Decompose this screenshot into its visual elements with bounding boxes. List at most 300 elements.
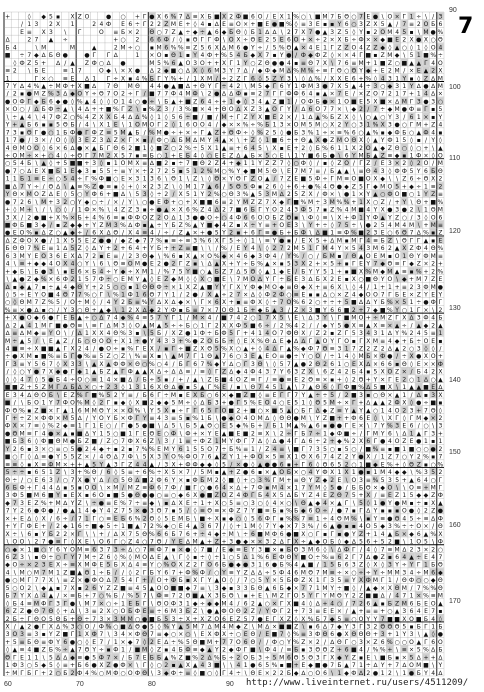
svg-text:%: % [77, 98, 83, 105]
svg-text:Y: Y [423, 291, 428, 298]
svg-text:%: % [430, 531, 436, 538]
svg-text:▪: ▪ [294, 214, 298, 221]
svg-text:Z: Z [388, 237, 392, 244]
svg-text:4: 4 [438, 122, 442, 129]
svg-text:▪: ▪ [323, 160, 327, 167]
svg-text:M: M [395, 222, 400, 229]
svg-text:Z: Z [337, 114, 341, 121]
svg-text:2: 2 [114, 245, 118, 252]
svg-text:M: M [257, 415, 262, 422]
svg-text:5: 5 [92, 461, 96, 468]
svg-text:\: \ [331, 214, 334, 221]
svg-text:Θ: Θ [142, 253, 147, 260]
svg-text:Y: Y [41, 531, 46, 538]
svg-text:Θ: Θ [344, 14, 349, 21]
svg-text:X: X [128, 230, 132, 237]
svg-text:3: 3 [294, 222, 298, 229]
svg-text:◊: ◊ [309, 400, 312, 407]
svg-text:%: % [373, 446, 379, 453]
svg-text:5: 5 [265, 75, 269, 82]
svg-text:Б: Б [287, 469, 291, 476]
svg-text:Г: Г [100, 322, 104, 329]
svg-text:Е: Е [150, 261, 154, 268]
svg-text:▪: ▪ [143, 207, 147, 214]
svg-text:Z: Z [27, 60, 31, 67]
svg-text:4: 4 [208, 315, 212, 322]
svg-text:≡: ≡ [92, 322, 97, 329]
svg-text:2: 2 [280, 207, 284, 214]
svg-text:5: 5 [345, 222, 349, 229]
svg-text:/: / [43, 183, 46, 190]
svg-text:Г: Г [316, 531, 320, 538]
svg-text:5: 5 [251, 515, 255, 522]
svg-text:\: \ [93, 122, 96, 129]
svg-text:2: 2 [345, 461, 349, 468]
svg-text:M: M [243, 276, 248, 283]
svg-text:●: ● [63, 52, 68, 59]
svg-text:▲: ▲ [200, 539, 205, 546]
svg-text:7: 7 [294, 29, 298, 36]
svg-text:1: 1 [381, 407, 385, 414]
svg-text:÷: ÷ [322, 508, 327, 515]
svg-text:Z: Z [229, 492, 233, 499]
svg-text:4: 4 [208, 531, 212, 538]
svg-text:●: ● [272, 461, 277, 468]
svg-text:Θ: Θ [128, 477, 133, 484]
svg-text:◆: ◆ [164, 68, 169, 75]
svg-text:≡: ≡ [402, 268, 407, 275]
svg-text:Y: Y [185, 268, 190, 275]
svg-text:÷: ÷ [351, 222, 356, 229]
svg-text:◊: ◊ [323, 546, 326, 553]
svg-text:∆: ∆ [106, 230, 112, 237]
svg-text:Z: Z [265, 446, 269, 453]
svg-text:3: 3 [164, 461, 168, 468]
svg-text:\: \ [194, 299, 197, 306]
svg-text:▪: ▪ [323, 21, 327, 28]
svg-text:%: % [387, 299, 393, 306]
svg-text:%: % [257, 261, 263, 268]
svg-text:X: X [373, 21, 377, 28]
svg-text:◊: ◊ [223, 477, 226, 484]
svg-text:Z: Z [345, 44, 349, 51]
svg-text:Е: Е [222, 384, 226, 391]
svg-text:4: 4 [136, 315, 140, 322]
svg-text:÷: ÷ [63, 37, 68, 44]
svg-text:+: + [423, 199, 428, 206]
svg-text:×: × [344, 245, 349, 252]
svg-text:7: 7 [229, 315, 233, 322]
svg-text:5: 5 [345, 83, 349, 90]
svg-text:\: \ [122, 122, 125, 129]
svg-text:○: ○ [55, 176, 60, 183]
svg-text:Ф: Ф [373, 214, 378, 221]
svg-text:■: ■ [430, 199, 436, 206]
svg-text:◊: ◊ [194, 546, 197, 553]
svg-text:●: ● [41, 268, 46, 275]
svg-text:1: 1 [49, 469, 53, 476]
svg-text:∆: ∆ [185, 14, 191, 21]
svg-text:X: X [208, 145, 212, 152]
svg-text:5: 5 [352, 245, 356, 252]
svg-text:●: ● [48, 315, 53, 322]
svg-text:Z: Z [85, 60, 89, 67]
svg-text:О: О [315, 106, 320, 113]
svg-text:Z: Z [373, 44, 377, 51]
svg-text:Z: Z [366, 21, 370, 28]
svg-text:\: \ [411, 469, 414, 476]
svg-text:\: \ [35, 199, 38, 206]
svg-text:Θ: Θ [424, 176, 429, 183]
svg-text:Θ: Θ [294, 546, 299, 553]
svg-text:+: + [185, 199, 190, 206]
svg-text:/: / [158, 230, 161, 237]
svg-text:Y: Y [120, 392, 125, 399]
svg-text:▲: ▲ [359, 253, 364, 260]
svg-text:/: / [43, 207, 46, 214]
svg-text:÷: ÷ [279, 276, 284, 283]
svg-text:÷: ÷ [193, 129, 198, 136]
svg-text:○: ○ [431, 477, 436, 484]
svg-text:M: M [56, 461, 61, 468]
svg-text:Θ: Θ [5, 477, 10, 484]
svg-text:X: X [345, 114, 349, 121]
svg-text:2: 2 [402, 346, 406, 353]
svg-text:◆: ◆ [229, 546, 234, 553]
svg-text:1: 1 [352, 191, 356, 198]
svg-text:◊: ◊ [42, 145, 45, 152]
svg-text:◊: ◊ [403, 461, 406, 468]
svg-text:+: + [438, 430, 443, 437]
svg-text:◆: ◆ [395, 152, 400, 159]
svg-text:÷: ÷ [315, 430, 320, 437]
svg-text:●: ● [330, 423, 335, 430]
svg-text:◊: ◊ [345, 376, 348, 383]
svg-text:1: 1 [78, 276, 82, 283]
svg-text:■: ■ [34, 546, 40, 553]
svg-text:≡: ≡ [171, 415, 176, 422]
svg-text:/: / [158, 268, 161, 275]
svg-text:Y: Y [77, 199, 82, 206]
svg-text:1: 1 [56, 237, 60, 244]
svg-text:○: ○ [55, 554, 60, 561]
svg-text:Θ: Θ [236, 183, 241, 190]
svg-text:5: 5 [215, 346, 219, 353]
svg-text:Θ: Θ [135, 361, 140, 368]
svg-text:Z: Z [85, 438, 89, 445]
svg-text:X: X [42, 168, 46, 175]
svg-text:5: 5 [309, 207, 313, 214]
svg-text:6: 6 [164, 44, 168, 51]
svg-text:+: + [178, 98, 183, 105]
svg-text:+: + [193, 83, 198, 90]
svg-text:◊: ◊ [194, 508, 197, 515]
svg-text:M: M [171, 21, 176, 28]
svg-text:4: 4 [244, 415, 248, 422]
svg-text:▪: ▪ [345, 268, 349, 275]
svg-text:Б: Б [157, 245, 161, 252]
svg-text:Г: Г [258, 376, 262, 383]
svg-text:X: X [337, 75, 341, 82]
svg-text:2: 2 [114, 44, 118, 51]
svg-text:Z: Z [42, 384, 46, 391]
svg-text:◊: ◊ [64, 207, 67, 214]
svg-text:X: X [70, 253, 74, 260]
svg-text:X: X [316, 137, 320, 144]
svg-text:Б: Б [294, 508, 298, 515]
svg-text:Г: Г [280, 91, 284, 98]
svg-text:Б: Б [366, 353, 370, 360]
svg-text:6: 6 [164, 531, 168, 538]
svg-text:Z: Z [78, 245, 82, 252]
svg-text:●: ● [416, 400, 421, 407]
svg-text:Y: Y [163, 454, 168, 461]
svg-text:6: 6 [237, 44, 241, 51]
svg-text:÷: ÷ [207, 515, 212, 522]
page-number: 7 [458, 14, 473, 39]
svg-text:▲: ▲ [409, 477, 414, 484]
svg-text:Г: Г [410, 415, 414, 422]
svg-text:3: 3 [13, 392, 17, 399]
svg-text:2: 2 [438, 183, 442, 190]
svg-text:M: M [344, 515, 349, 522]
svg-text:●: ● [34, 508, 39, 515]
svg-text:7: 7 [13, 168, 17, 175]
svg-text:3: 3 [49, 477, 53, 484]
svg-text:1: 1 [294, 484, 298, 491]
svg-text:×: × [337, 291, 342, 298]
svg-text:○: ○ [207, 152, 212, 159]
svg-text:%: % [41, 500, 47, 507]
svg-text:5: 5 [244, 322, 248, 329]
svg-text:■: ■ [279, 21, 285, 28]
svg-text:Б: Б [272, 508, 276, 515]
svg-text:5: 5 [410, 168, 414, 175]
svg-text:Y: Y [221, 361, 226, 368]
svg-text:×: × [423, 152, 428, 159]
svg-text:+: + [5, 315, 10, 322]
svg-text:Z: Z [337, 330, 341, 337]
svg-text:Θ: Θ [294, 284, 299, 291]
svg-text:÷: ÷ [322, 222, 327, 229]
svg-text:\: \ [360, 222, 363, 229]
svg-text:5: 5 [424, 330, 428, 337]
svg-text:1: 1 [71, 68, 75, 75]
svg-text:◆: ◆ [279, 268, 284, 275]
svg-text:Б: Б [330, 168, 334, 175]
svg-text:О: О [258, 176, 263, 183]
svg-text:Z: Z [294, 307, 298, 314]
svg-text:6: 6 [251, 214, 255, 221]
svg-text:О: О [77, 91, 82, 98]
svg-text:5: 5 [359, 539, 363, 546]
svg-text:2: 2 [244, 315, 248, 322]
svg-text:/: / [86, 415, 89, 422]
svg-text:≡: ≡ [373, 237, 378, 244]
svg-text:▪: ▪ [128, 446, 132, 453]
svg-text:5: 5 [410, 492, 414, 499]
svg-text:4: 4 [157, 338, 161, 345]
svg-text:X: X [34, 346, 38, 353]
svg-text:∆: ∆ [430, 515, 436, 522]
svg-text:Б: Б [244, 52, 248, 59]
svg-text:3: 3 [193, 237, 197, 244]
svg-text:%: % [438, 461, 444, 468]
svg-text:×: × [265, 469, 270, 476]
svg-text:Г: Г [114, 539, 118, 546]
svg-text:/: / [115, 423, 118, 430]
svg-text:÷: ÷ [164, 230, 169, 237]
svg-text:▪: ▪ [236, 230, 240, 237]
svg-text:\: \ [317, 369, 320, 376]
svg-text:○: ○ [48, 446, 53, 453]
svg-text:○: ○ [120, 37, 125, 44]
svg-text:%: % [293, 253, 299, 260]
svg-text:Ф: Ф [200, 438, 205, 445]
svg-text:+: + [229, 338, 234, 345]
svg-text:X: X [308, 454, 312, 461]
svg-text:≡: ≡ [337, 407, 342, 414]
svg-text:Θ: Θ [113, 145, 118, 152]
svg-text:▲: ▲ [344, 168, 349, 175]
svg-text:%: % [337, 199, 343, 206]
svg-text:▲: ▲ [77, 315, 82, 322]
svg-text:Г: Г [280, 106, 284, 113]
svg-text:Θ: Θ [301, 500, 306, 507]
svg-text:%: % [142, 114, 148, 121]
svg-text:О: О [250, 276, 255, 283]
svg-text:3: 3 [35, 137, 39, 144]
svg-text:■: ■ [228, 407, 234, 414]
svg-text:◆: ◆ [424, 492, 429, 499]
svg-text:○: ○ [70, 114, 75, 121]
svg-text:≡: ≡ [409, 21, 414, 28]
svg-text:Е: Е [381, 160, 385, 167]
svg-text:▲: ▲ [193, 376, 198, 383]
svg-text:4: 4 [359, 369, 363, 376]
svg-text:Г: Г [402, 261, 406, 268]
svg-text:6: 6 [294, 183, 298, 190]
svg-text:×: × [20, 546, 25, 553]
svg-text:4: 4 [78, 106, 82, 113]
svg-text:×: × [373, 353, 378, 360]
svg-text:M: M [308, 199, 313, 206]
svg-text:1: 1 [150, 268, 154, 275]
svg-text:%: % [156, 237, 162, 244]
svg-text:+: + [70, 83, 75, 90]
svg-text:1: 1 [424, 207, 428, 214]
svg-text:1: 1 [402, 83, 406, 90]
svg-text:Ф: Ф [236, 14, 241, 21]
svg-text:+: + [214, 60, 219, 67]
svg-text:●: ● [301, 361, 306, 368]
svg-text:×: × [387, 392, 392, 399]
svg-text:■: ■ [26, 222, 32, 229]
svg-text:Y: Y [301, 152, 306, 159]
svg-text:≡: ≡ [359, 322, 364, 329]
svg-text:2: 2 [229, 75, 233, 82]
svg-text:Y: Y [228, 454, 233, 461]
svg-text:5: 5 [208, 407, 212, 414]
svg-text:●: ● [185, 546, 190, 553]
svg-text:■: ■ [41, 214, 47, 221]
svg-text:Θ: Θ [438, 168, 443, 175]
svg-text:2: 2 [128, 145, 132, 152]
svg-text:M: M [214, 68, 219, 75]
svg-text:%: % [300, 423, 306, 430]
svg-text:5: 5 [121, 492, 125, 499]
svg-text:Θ: Θ [337, 68, 342, 75]
svg-text:÷: ÷ [157, 222, 162, 229]
svg-text:▲: ▲ [214, 291, 219, 298]
svg-text:Y: Y [373, 207, 378, 214]
svg-text:Θ: Θ [142, 531, 147, 538]
svg-text:Θ: Θ [150, 29, 155, 36]
svg-text:◆: ◆ [395, 338, 400, 345]
svg-text:5: 5 [157, 407, 161, 414]
svg-text:5: 5 [323, 268, 327, 275]
svg-text:Е: Е [374, 253, 378, 260]
svg-text:▪: ▪ [410, 268, 414, 275]
svg-text:Г: Г [287, 392, 291, 399]
svg-text:Б: Б [92, 268, 96, 275]
svg-text:×: × [200, 106, 205, 113]
svg-text:▲: ▲ [330, 523, 335, 530]
svg-text:Θ: Θ [150, 284, 155, 291]
svg-text:3: 3 [114, 546, 118, 553]
svg-text:Г: Г [35, 484, 39, 491]
svg-text:◊: ◊ [323, 484, 326, 491]
svg-text:7: 7 [78, 68, 82, 75]
svg-text:+: + [178, 129, 183, 136]
svg-text:●: ● [128, 492, 133, 499]
svg-text:M: M [171, 392, 176, 399]
svg-text:X: X [78, 83, 82, 90]
svg-text:≡: ≡ [121, 261, 126, 268]
svg-text:×: × [221, 392, 226, 399]
svg-text:X: X [128, 68, 132, 75]
svg-text:О: О [236, 376, 241, 383]
svg-text:▪: ▪ [63, 492, 67, 499]
svg-text:X: X [308, 237, 312, 244]
svg-text:X: X [135, 438, 139, 445]
svg-text:◊: ◊ [410, 137, 413, 144]
svg-text:+: + [121, 245, 126, 252]
svg-text:■: ■ [293, 199, 299, 206]
svg-text:◆: ◆ [34, 98, 39, 105]
svg-text:7: 7 [164, 546, 168, 553]
svg-text:Y: Y [12, 83, 17, 90]
svg-text:1: 1 [330, 268, 334, 275]
svg-text:▲: ▲ [193, 523, 198, 530]
column-label: 60 [4, 681, 12, 688]
svg-text:7: 7 [345, 492, 349, 499]
svg-text:6: 6 [186, 207, 190, 214]
svg-text:Б: Б [186, 307, 190, 314]
svg-text:○: ○ [221, 168, 226, 175]
svg-text:Y: Y [221, 230, 226, 237]
svg-text:1: 1 [301, 400, 305, 407]
svg-text:×: × [423, 361, 428, 368]
svg-text:Z: Z [431, 122, 435, 129]
svg-text:∆: ∆ [423, 376, 429, 383]
svg-text:Ф: Ф [92, 129, 97, 136]
svg-text:M: M [438, 75, 443, 82]
svg-text:◆: ◆ [178, 299, 183, 306]
svg-text:≡: ≡ [34, 423, 39, 430]
svg-text:■: ■ [257, 508, 263, 515]
svg-text:2: 2 [229, 291, 233, 298]
